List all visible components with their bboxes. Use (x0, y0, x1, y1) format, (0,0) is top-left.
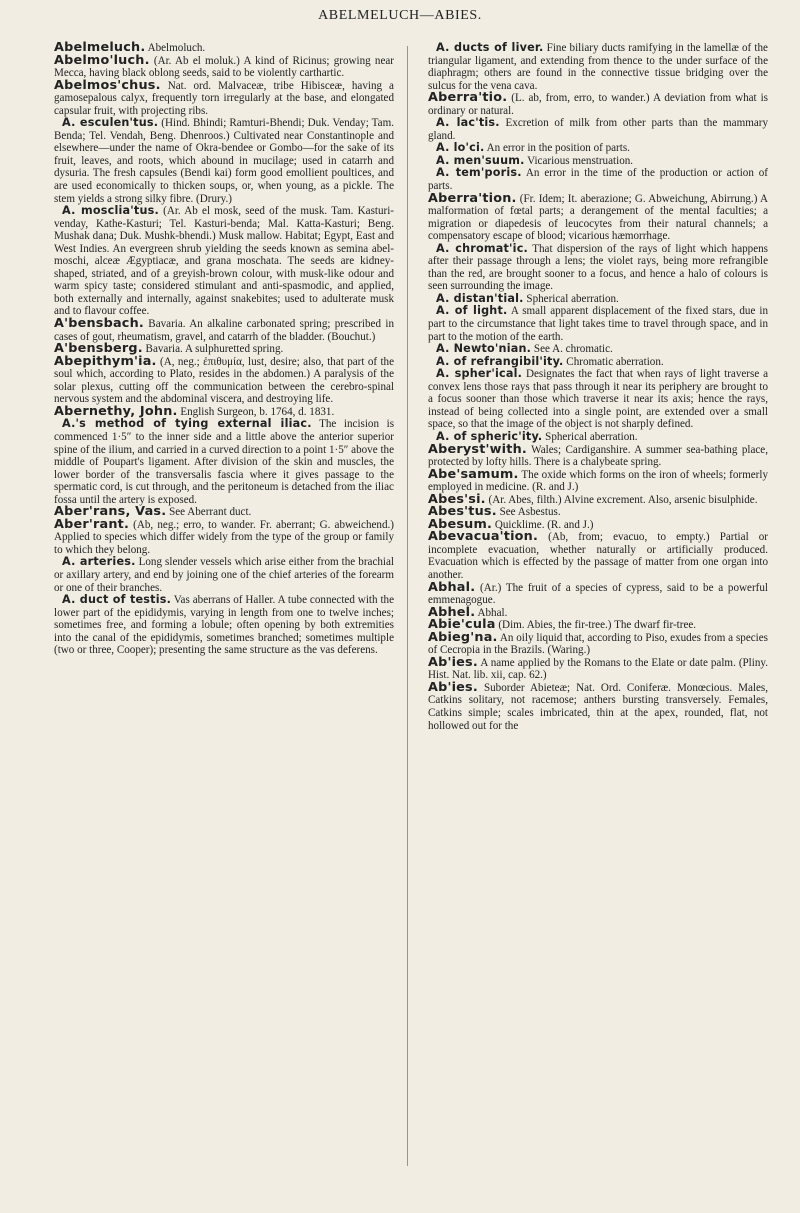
entry-headword: A. chromat'ic. (436, 241, 528, 255)
entry-headword: Aberyst'with. (428, 441, 527, 457)
entry-headword: A. of refrangibil'ity. (436, 354, 564, 368)
entry-definition: Suborder Abieteæ; Nat. Ord. Coniferæ. Monœcious. Males, Catkins solitary, not racemose; anthers bursting transversely. Females, Catkins simple; scales imbricated, thin at the apex, rounded, flat, not hollowed out for the (428, 681, 768, 732)
entry-definition: Chromatic aberration. (566, 355, 664, 368)
dictionary-entry (54, 516, 394, 557)
dictionary-entry (54, 205, 394, 318)
entry-headword: A'bensberg. (54, 341, 143, 357)
entry-definition: Abhal. (477, 606, 508, 619)
entry-definition: See Asbestus. (499, 506, 561, 519)
entry-definition: An oily liquid that, according to Piso, exudes from a species of Cecropia in the Brazils. (Waring.) (428, 631, 768, 657)
entry-headword: Abhel. (428, 604, 476, 620)
entry-headword: A. men'suum. (436, 153, 525, 167)
entry-headword: Abe'samum. (428, 466, 519, 482)
entry-definition: (Ar. Ab el mosk, seed of the musk. Tam. Kasturi-venday, Kathe-Kasturi; Tel. Kasturi-benda; Mal. Katta-Kasturi; Beng. Mushak dana; Duk. Mushk-bhendi.) Musk mallow. Habitat; Egypt, East and West Indies. An evergreen shrub yielding the seeds known as semina abel-moschi, alceæ Ægyptiacæ, and grana moschata. The seeds are kidney-shaped, striated, and of a greyish-brown colour, with musk-like odour and warm spicy taste; considered stimulant and anti-spasmodic, and applied, both externally and internally, against snakebites; used to adulterate musk and to flavour coffee. (54, 205, 394, 318)
entry-definition: (Hind. Bhindi; Ramturi-Bhendi; Duk. Venday; Tam. Benda; Tel. Vendah, Beng. Dhenroos.) Cultivated near Constantinople and elsewhere—under the name of Okra-bendee or Gombo—for the sake of its fruit, leaves, and roots, which abound in mucilage; used in catarrh and dysuria. The fresh capsules (Bendi kai) form good emollient poultices, and are used economically to thicken soups, or, when young, as a pickle. The stem yields a strong silky fibre. (Drury.) (54, 117, 394, 205)
dictionary-entry (428, 305, 768, 343)
entry-definition: Excretion of milk from other parts than the mammary gland. (428, 117, 768, 142)
dictionary-entry (54, 318, 394, 343)
entry-definition: Quicklime. (R. and J.) (494, 518, 594, 531)
entry-headword: Abepithym'ia. (54, 353, 157, 369)
entry-headword: A. lo'ci. (436, 141, 485, 155)
dictionary-entry (428, 654, 768, 682)
right-column (428, 42, 768, 732)
dictionary-entry (428, 368, 768, 431)
entry-definition: The incision is commenced 1·5″ to the inner side and a little above the anterior superior spine of the ilium, and carried in a curved direction to a point 1·5″ above the middle of Poupart's ligament. After division of the skin and muscles, the lower border of the transversalis fascia where it gives passage to the spermatic cord, is cut through, and the peritoneum is detached from the iliac fossa until the artery is exposed. (54, 418, 395, 506)
dictionary-entry (54, 556, 394, 594)
entry-headword: Aberra'tio. (428, 90, 508, 106)
dictionary-entry (428, 629, 768, 657)
entry-definition: (A, neg.; ἐπιθυμία, lust, desire; also, that part of the soul which, according to Plato, resides in the abdomen.) A paralysis of the solar plexus, cutting off the communication between the cerebro-spinal nervous system and the abdominal viscera, and destroying life. (54, 355, 395, 406)
entry-headword: Ab'ies. (428, 679, 478, 695)
entry-headword: A. of spheric'ity. (436, 429, 543, 443)
entry-definition: A name applied by the Romans to the Elate or date palm. (Pliny. Hist. Nat. lib. xii, cap. 62.) (428, 656, 768, 682)
entry-headword: A.'s method of tying external iliac. (62, 417, 312, 431)
entry-definition: The oxide which forms on the iron of wheels; formerly employed in medicine. (R. and J.) (428, 468, 768, 494)
dictionary-entry (428, 466, 768, 494)
entry-headword: Abhal. (428, 579, 476, 595)
entry-headword: A. mosclia'tus. (62, 204, 159, 218)
dictionary-entry (54, 418, 394, 506)
dictionary-entry (428, 92, 768, 117)
entry-definition: (Ab, from; evacuo, to empty.) Partial or incomplete evacuation, whether naturally or artificially produced. Evacuation which is effected by the passage of matter from one organ into another. (428, 531, 768, 581)
entry-definition: See Aberrant duct. (169, 506, 252, 519)
entry-definition: (Ab, neg.; erro, to wander. Fr. aberrant; G. abweichend.) Applied to species which differ widely from the type of the group or family to which they belong. (54, 518, 394, 556)
dictionary-entry (428, 679, 768, 732)
entry-headword: Abes'si. (428, 491, 486, 507)
entry-definition: Spherical aberration. (545, 430, 638, 443)
dictionary-entry (54, 117, 394, 205)
entry-headword: Aber'rans, Vas. (54, 504, 167, 520)
entry-definition: Abelmoluch. (147, 42, 206, 54)
entry-headword: A. tem'poris. (436, 166, 522, 180)
entry-headword: A. distan'tial. (436, 291, 524, 305)
dictionary-entry (54, 52, 395, 80)
entry-definition: (Fr. Idem; It. aberazione; G. Abweichung, Abirrung.) A malformation of fœtal parts; a derangement of the mental faculties; a migration or diapedesis of leucocytes from their natural channels; a compensatory escape of blood; vicarious hæmorrhage. (428, 192, 768, 243)
entry-definition: (L. ab, from, erro, to wander.) A deviation from what is ordinary or natural. (428, 92, 768, 117)
dictionary-entry (428, 42, 768, 92)
entry-definition: Nat. ord. Malvaceæ, tribe Hibisceæ, having a gamosepalous calyx, frequently torn irregularly at the base, and elongated capsular fruit, with projecting ribs. (54, 79, 394, 117)
entry-headword: A. lac'tis. (436, 116, 500, 130)
entry-definition: Wales; Cardiganshire. A summer sea-bathing place, protected by lofty hills. There is a chalybeate spring. (428, 443, 768, 469)
entry-headword: Abevacua'tion. (428, 529, 539, 545)
dictionary-entry (54, 353, 395, 406)
column-divider (407, 46, 408, 1166)
entry-headword: Abelmos'chus. (54, 77, 161, 93)
entry-definition: Bavaria. An alkaline carbonated spring; prescribed in cases of gout, rheumatism, gravel, and catarrh of the bladder. (Bouchut.) (54, 318, 394, 343)
entry-headword: Abieg'na. (428, 629, 498, 645)
entry-definition: See A. chromatic. (533, 343, 613, 356)
dictionary-entry (428, 579, 768, 607)
dictionary-entry (428, 167, 768, 192)
dictionary-entry (428, 441, 768, 469)
left-column (54, 42, 394, 657)
entry-definition: Designates the fact that when rays of light traverse a convex lens those rays that pass through it near its periphery are brought to a focus sooner than those which traverse it near its axis; hence the rays, instead of being collected into a single point, are extended over a small space, so that the image of the object is not sharply defined. (428, 368, 768, 431)
entry-definition: Long slender vessels which arise either from the brachial or axillary artery, and end by joining one of the chief arteries of the forearm or one of their branches. (54, 556, 394, 594)
entry-definition: A small apparent displacement of the fixed stars, due in part to the circumstance that light takes time to travel through space, and in part to the motion of the earth. (428, 305, 768, 343)
entry-headword: Abelmeluch. (54, 40, 146, 55)
entry-definition: That dispersion of the rays of light which happens after their passage through a lens; the violet rays, being more refrangible than the red, are brought sooner to a focus, and hence a halo of colours is seen surrounding the image. (428, 242, 769, 293)
entry-headword: Aber'rant. (54, 516, 130, 532)
dictionary-entry (54, 77, 394, 118)
entry-definition: An error in the time of the production or action of parts. (428, 167, 768, 193)
entry-headword: A'bensbach. (54, 316, 144, 332)
entry-definition: Bavaria. A sulphuretted spring. (145, 343, 284, 356)
entry-headword: Ab'ies. (428, 654, 478, 670)
entry-definition: An error in the position of parts. (486, 142, 630, 155)
entry-definition: Fine biliary ducts ramifying in the lamellæ of the triangular ligament, and extending from thence to the under surface of the diaphragm; others are found in the connective tissue bridging over the sulcus for the vena cava. (428, 42, 768, 92)
entry-headword: Abernethy, John. (54, 403, 178, 419)
dictionary-entry (54, 594, 394, 657)
entry-definition: Spherical aberration. (526, 292, 619, 305)
dictionary-entry (428, 531, 768, 581)
entry-headword: A. duct of testis. (62, 593, 172, 607)
entry-headword: A. ducts of liver. (436, 41, 544, 54)
entry-headword: Aberra'tion. (428, 190, 517, 206)
entry-definition: Vicarious menstruation. (527, 154, 634, 167)
entry-headword: A. arteries. (62, 555, 136, 569)
entry-definition: (Ar. Ab el moluk.) A kind of Ricinus; growing near Mecca, having black oblong seeds, said to be violently carthartic. (54, 54, 395, 80)
entry-headword: A. spher'ical. (436, 367, 523, 381)
entry-headword: A. Newto'nian. (436, 342, 532, 356)
entry-headword: Abesum. (428, 516, 493, 532)
page-header: ABELMELUCH—ABIES. (318, 8, 482, 23)
entry-definition: (Dim. Abies, the fir-tree.) The dwarf fir-tree. (498, 619, 697, 632)
entry-headword: Abes'tus. (428, 504, 497, 520)
dictionary-entry (428, 190, 768, 243)
entry-definition: Vas aberrans of Haller. A tube connected with the lower part of the epididymis, varying in length from one to twelve inches; sometimes free, and forming a lobule; often opening by both extremities into the canal of the epididymis, sometimes branched; sometimes multiple (two or three, Cooper); presenting the same structure as the vas deferens. (54, 594, 395, 657)
entry-headword: Abie'cula (428, 617, 496, 633)
dictionary-entry (428, 243, 768, 293)
dictionary-entry (428, 117, 768, 142)
entry-definition: (Ar.) The fruit of a species of cypress, said to be a powerful emmenagogue. (428, 581, 768, 607)
entry-headword: A. esculen'tus. (62, 116, 159, 130)
entry-definition: (Ar. Abes, filth.) Alvine excrement. Also, arsenic bisulphide. (488, 493, 758, 506)
entry-headword: Abelmo'luch. (54, 52, 150, 68)
entry-headword: A. of light. (436, 304, 508, 318)
entry-definition: English Surgeon, b. 1764, d. 1831. (180, 405, 335, 418)
